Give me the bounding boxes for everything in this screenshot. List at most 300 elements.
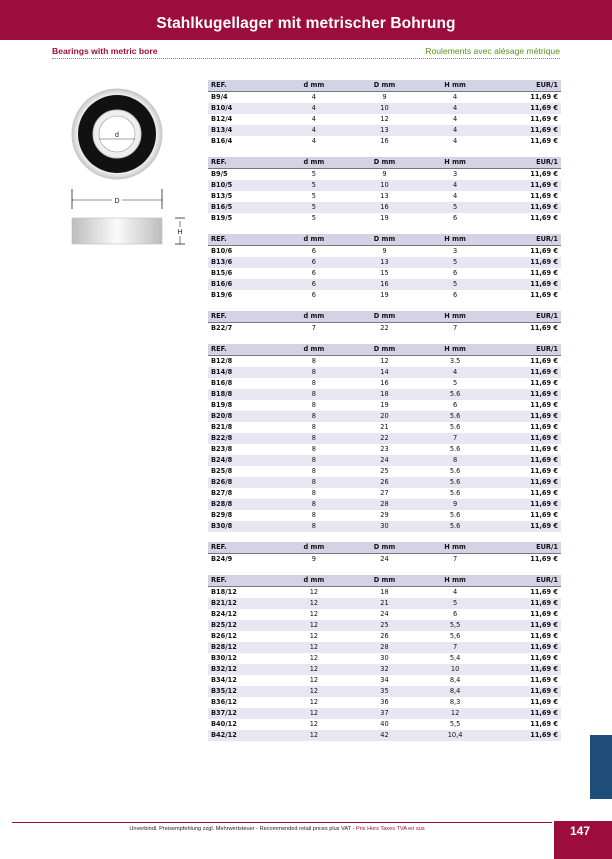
table-cell: 11,69 € — [490, 719, 561, 730]
table-cell: 8 — [279, 356, 350, 368]
table-row — [208, 378, 561, 389]
price-table — [208, 575, 561, 741]
table-cell: B30/12 — [208, 653, 279, 664]
table-cell: 7 — [420, 433, 491, 444]
column-header: H mm — [420, 344, 491, 356]
table-row — [208, 664, 561, 675]
column-header: D mm — [349, 344, 420, 356]
column-header: d mm — [279, 311, 350, 323]
table-header-row — [208, 542, 561, 554]
table-cell: B20/8 — [208, 411, 279, 422]
column-header: d mm — [279, 80, 350, 92]
column-header: REF. — [208, 157, 279, 169]
table-cell: 29 — [349, 510, 420, 521]
table-row — [208, 598, 561, 609]
table-cell: 11,69 € — [490, 444, 561, 455]
table-cell: 11,69 € — [490, 246, 561, 258]
table-cell: 13 — [349, 125, 420, 136]
table-cell: 5.6 — [420, 488, 491, 499]
column-header: EUR/1 — [490, 157, 561, 169]
table-cell: B29/8 — [208, 510, 279, 521]
table-cell: 4 — [279, 136, 350, 147]
table-cell: 6 — [279, 268, 350, 279]
table-cell: 6 — [279, 257, 350, 268]
table-cell: B25/12 — [208, 620, 279, 631]
table-cell: 11,69 € — [490, 279, 561, 290]
table-cell: 11,69 € — [490, 191, 561, 202]
table-header-row — [208, 575, 561, 587]
table-row — [208, 455, 561, 466]
table-cell: 6 — [420, 213, 491, 224]
table-cell: 11,69 € — [490, 367, 561, 378]
column-header: d mm — [279, 542, 350, 554]
table-row — [208, 411, 561, 422]
table-row — [208, 444, 561, 455]
table-cell: 12 — [420, 708, 491, 719]
table-cell: 11,69 € — [490, 290, 561, 301]
table-cell: 11,69 € — [490, 202, 561, 213]
table-row — [208, 279, 561, 290]
table-header-row — [208, 234, 561, 246]
column-header: H mm — [420, 234, 491, 246]
table-cell: B9/4 — [208, 92, 279, 104]
table-row — [208, 400, 561, 411]
table-cell: B28/12 — [208, 642, 279, 653]
column-header: d mm — [279, 575, 350, 587]
table-cell: 8 — [279, 488, 350, 499]
column-header: H mm — [420, 575, 491, 587]
table-cell: 5.6 — [420, 477, 491, 488]
column-header: EUR/1 — [490, 542, 561, 554]
table-cell: 11,69 € — [490, 389, 561, 400]
table-cell: 40 — [349, 719, 420, 730]
table-cell: B19/8 — [208, 400, 279, 411]
table-row — [208, 180, 561, 191]
table-cell: 11,69 € — [490, 433, 561, 444]
column-header: D mm — [349, 157, 420, 169]
table-cell: 11,69 € — [490, 400, 561, 411]
table-cell: 11,69 € — [490, 323, 561, 335]
table-cell: 11,69 € — [490, 642, 561, 653]
table-cell: 4 — [420, 92, 491, 104]
table-row — [208, 719, 561, 730]
table-cell: 25 — [349, 620, 420, 631]
table-cell: 11,69 € — [490, 587, 561, 599]
table-cell: 14 — [349, 367, 420, 378]
table-cell: 9 — [349, 246, 420, 258]
column-header: D mm — [349, 311, 420, 323]
table-cell: 4 — [420, 367, 491, 378]
table-cell: B15/6 — [208, 268, 279, 279]
table-cell: B27/8 — [208, 488, 279, 499]
table-row — [208, 433, 561, 444]
table-cell: 4 — [420, 114, 491, 125]
price-table — [208, 344, 561, 532]
table-cell: B12/8 — [208, 356, 279, 368]
table-row — [208, 521, 561, 532]
table-cell: 5 — [279, 169, 350, 181]
table-cell: 5.6 — [420, 466, 491, 477]
column-header: REF. — [208, 542, 279, 554]
table-cell: 10,4 — [420, 730, 491, 741]
table-cell: 12 — [279, 631, 350, 642]
table-cell: 5.6 — [420, 510, 491, 521]
table-cell: 6 — [420, 290, 491, 301]
column-header: REF. — [208, 575, 279, 587]
table-cell: 12 — [279, 587, 350, 599]
table-row — [208, 642, 561, 653]
footer-note — [14, 826, 540, 832]
table-cell: 8 — [279, 455, 350, 466]
table-cell: 11,69 € — [490, 180, 561, 191]
table-cell: 3 — [420, 169, 491, 181]
column-header: H mm — [420, 542, 491, 554]
column-header: REF. — [208, 344, 279, 356]
table-cell: 11,69 € — [490, 268, 561, 279]
column-header: d mm — [279, 344, 350, 356]
table-cell: B10/5 — [208, 180, 279, 191]
table-cell: B16/8 — [208, 378, 279, 389]
table-cell: 11,69 € — [490, 114, 561, 125]
table-cell: 12 — [279, 653, 350, 664]
table-cell: 27 — [349, 488, 420, 499]
table-cell: 11,69 € — [490, 169, 561, 181]
table-cell: 16 — [349, 279, 420, 290]
table-cell: B22/8 — [208, 433, 279, 444]
table-cell: B24/12 — [208, 609, 279, 620]
table-cell: 9 — [349, 92, 420, 104]
table-cell: 8 — [279, 389, 350, 400]
table-cell: 4 — [420, 191, 491, 202]
table-cell: 8 — [279, 400, 350, 411]
table-cell: B18/12 — [208, 587, 279, 599]
table-cell: B10/4 — [208, 103, 279, 114]
table-cell: 11,69 € — [490, 675, 561, 686]
table-cell: 11,69 € — [490, 554, 561, 566]
table-cell: 6 — [279, 246, 350, 258]
table-cell: 11,69 € — [490, 422, 561, 433]
table-cell: B16/6 — [208, 279, 279, 290]
table-cell: 12 — [279, 730, 350, 741]
table-cell: 4 — [279, 103, 350, 114]
table-cell: 4 — [420, 136, 491, 147]
table-cell: B12/4 — [208, 114, 279, 125]
table-cell: 5 — [420, 202, 491, 213]
table-cell: 12 — [279, 598, 350, 609]
table-cell: 9 — [349, 169, 420, 181]
table-cell: B21/8 — [208, 422, 279, 433]
table-cell: 8,4 — [420, 675, 491, 686]
table-cell: 5 — [420, 378, 491, 389]
table-row — [208, 488, 561, 499]
table-row — [208, 268, 561, 279]
table-cell: B19/5 — [208, 213, 279, 224]
table-cell: 28 — [349, 499, 420, 510]
table-cell: B9/5 — [208, 169, 279, 181]
table-row — [208, 631, 561, 642]
table-row — [208, 499, 561, 510]
table-cell: 11,69 € — [490, 378, 561, 389]
table-cell: 37 — [349, 708, 420, 719]
table-cell: 11,69 € — [490, 686, 561, 697]
table-row — [208, 202, 561, 213]
column-header: d mm — [279, 234, 350, 246]
table-cell: 24 — [349, 554, 420, 566]
table-cell: 35 — [349, 686, 420, 697]
table-cell: 6 — [279, 279, 350, 290]
table-cell: B16/4 — [208, 136, 279, 147]
table-cell: 7 — [279, 323, 350, 335]
subtitle-french: Roulements avec alésage métrique — [425, 46, 560, 56]
price-table — [208, 234, 561, 301]
table-cell: 12 — [279, 642, 350, 653]
table-cell: 5,5 — [420, 620, 491, 631]
table-cell: 8 — [279, 510, 350, 521]
column-header: D mm — [349, 80, 420, 92]
table-header-row — [208, 311, 561, 323]
table-cell: 23 — [349, 444, 420, 455]
table-row — [208, 730, 561, 741]
table-cell: 32 — [349, 664, 420, 675]
footer-note-main: Unverbindl. Preisempfehlung zzgl. Mehrwertsteuer - Recommended retail prices plus VAT - — [129, 826, 356, 832]
table-cell: 11,69 € — [490, 598, 561, 609]
footer-note-french: Prix Hors Taxes TVA en sus — [355, 826, 425, 832]
table-cell: 42 — [349, 730, 420, 741]
table-cell: B14/8 — [208, 367, 279, 378]
table-cell: 18 — [349, 587, 420, 599]
table-cell: B36/12 — [208, 697, 279, 708]
table-cell: 4 — [420, 103, 491, 114]
column-header: REF. — [208, 80, 279, 92]
column-header: D mm — [349, 234, 420, 246]
table-cell: 5 — [420, 279, 491, 290]
table-cell: 8,3 — [420, 697, 491, 708]
table-cell: 24 — [349, 455, 420, 466]
column-header: D mm — [349, 575, 420, 587]
table-cell: 11,69 € — [490, 653, 561, 664]
column-header: d mm — [279, 157, 350, 169]
table-cell: 5 — [279, 191, 350, 202]
table-cell: B34/12 — [208, 675, 279, 686]
table-cell: 6 — [279, 290, 350, 301]
table-cell: 11,69 € — [490, 92, 561, 104]
table-cell: 12 — [349, 114, 420, 125]
table-cell: 30 — [349, 653, 420, 664]
table-cell: 12 — [279, 675, 350, 686]
table-header-row — [208, 344, 561, 356]
table-cell: 25 — [349, 466, 420, 477]
table-cell: B25/8 — [208, 466, 279, 477]
table-cell: 11,69 € — [490, 356, 561, 368]
table-row — [208, 356, 561, 368]
table-cell: 21 — [349, 598, 420, 609]
table-cell: 36 — [349, 697, 420, 708]
table-cell: 11,69 € — [490, 125, 561, 136]
table-cell: 11,69 € — [490, 631, 561, 642]
table-cell: 19 — [349, 400, 420, 411]
column-header: EUR/1 — [490, 234, 561, 246]
table-row — [208, 466, 561, 477]
table-row — [208, 191, 561, 202]
table-cell: 26 — [349, 631, 420, 642]
table-cell: 16 — [349, 202, 420, 213]
table-cell: 11,69 € — [490, 499, 561, 510]
bearing-drawing — [60, 85, 200, 265]
table-cell: B35/12 — [208, 686, 279, 697]
bearing-side-view — [72, 218, 162, 244]
table-cell: 5.6 — [420, 422, 491, 433]
table-row — [208, 92, 561, 104]
table-row — [208, 136, 561, 147]
table-cell: 16 — [349, 378, 420, 389]
table-cell: 26 — [349, 477, 420, 488]
table-cell: B37/12 — [208, 708, 279, 719]
table-cell: 10 — [420, 664, 491, 675]
table-row — [208, 323, 561, 335]
table-cell: 22 — [349, 323, 420, 335]
price-table — [208, 80, 561, 147]
table-row — [208, 587, 561, 599]
table-cell: B18/8 — [208, 389, 279, 400]
table-row — [208, 510, 561, 521]
table-cell: 9 — [420, 499, 491, 510]
table-cell: 12 — [349, 356, 420, 368]
table-row — [208, 246, 561, 258]
table-cell: 16 — [349, 136, 420, 147]
table-cell: 11,69 € — [490, 213, 561, 224]
table-cell: B40/12 — [208, 719, 279, 730]
table-cell: 5 — [420, 598, 491, 609]
footer-divider — [12, 822, 552, 823]
table-cell: 5,4 — [420, 653, 491, 664]
table-row — [208, 103, 561, 114]
table-cell: 8 — [279, 521, 350, 532]
table-cell: 18 — [349, 389, 420, 400]
table-cell: B13/6 — [208, 257, 279, 268]
table-row — [208, 169, 561, 181]
table-cell: 11,69 € — [490, 510, 561, 521]
column-header: H mm — [420, 311, 491, 323]
table-cell: 5 — [279, 202, 350, 213]
table-row — [208, 257, 561, 268]
table-cell: 5,5 — [420, 719, 491, 730]
column-header: D mm — [349, 542, 420, 554]
table-cell: 6 — [420, 400, 491, 411]
table-cell: 12 — [279, 686, 350, 697]
table-cell: 11,69 € — [490, 521, 561, 532]
table-cell: 4 — [279, 114, 350, 125]
table-cell: 8 — [279, 444, 350, 455]
table-cell: 5,6 — [420, 631, 491, 642]
table-cell: 4 — [420, 125, 491, 136]
table-cell: B13/5 — [208, 191, 279, 202]
table-cell: 5 — [279, 213, 350, 224]
price-table — [208, 157, 561, 224]
table-cell: 9 — [279, 554, 350, 566]
table-cell: 11,69 € — [490, 477, 561, 488]
table-cell: B24/9 — [208, 554, 279, 566]
table-cell: 10 — [349, 180, 420, 191]
page-number: 147 — [569, 824, 591, 838]
table-cell: 7 — [420, 323, 491, 335]
table-cell: 3 — [420, 246, 491, 258]
side-tab — [590, 735, 612, 799]
table-cell: 5 — [420, 257, 491, 268]
table-row — [208, 477, 561, 488]
table-cell: 7 — [420, 642, 491, 653]
table-cell: 5 — [279, 180, 350, 191]
price-tables — [208, 80, 561, 751]
table-cell: 8 — [279, 422, 350, 433]
column-header: EUR/1 — [490, 575, 561, 587]
table-cell: B10/6 — [208, 246, 279, 258]
table-cell: 6 — [420, 609, 491, 620]
column-header: REF. — [208, 311, 279, 323]
table-cell: 8 — [279, 433, 350, 444]
table-cell: 5.6 — [420, 521, 491, 532]
table-cell: 11,69 € — [490, 730, 561, 741]
table-row — [208, 675, 561, 686]
table-cell: 8 — [279, 466, 350, 477]
column-header: EUR/1 — [490, 344, 561, 356]
table-cell: 28 — [349, 642, 420, 653]
table-cell: 8 — [279, 378, 350, 389]
table-cell: 11,69 € — [490, 697, 561, 708]
table-cell: 11,69 € — [490, 708, 561, 719]
column-header: H mm — [420, 157, 491, 169]
table-cell: B30/8 — [208, 521, 279, 532]
table-row — [208, 686, 561, 697]
table-cell: B26/12 — [208, 631, 279, 642]
d-label: d — [115, 132, 119, 139]
table-cell: 34 — [349, 675, 420, 686]
table-cell: 8,4 — [420, 686, 491, 697]
subtitle-divider — [52, 58, 560, 59]
table-cell: 22 — [349, 433, 420, 444]
table-cell: 11,69 € — [490, 466, 561, 477]
table-cell: 13 — [349, 191, 420, 202]
table-cell: 5.6 — [420, 389, 491, 400]
table-cell: 19 — [349, 213, 420, 224]
table-cell: 8 — [420, 455, 491, 466]
table-cell: 12 — [279, 609, 350, 620]
column-header: EUR/1 — [490, 80, 561, 92]
table-row — [208, 653, 561, 664]
table-row — [208, 125, 561, 136]
table-cell: 4 — [279, 125, 350, 136]
table-row — [208, 609, 561, 620]
page-title: Stahlkugellager mit metrischer Bohrung — [156, 15, 456, 32]
table-cell: 4 — [420, 587, 491, 599]
table-cell: 6 — [420, 268, 491, 279]
table-cell: 7 — [420, 554, 491, 566]
table-row — [208, 697, 561, 708]
table-cell: 11,69 € — [490, 664, 561, 675]
table-cell: 4 — [279, 92, 350, 104]
bearing-diagram — [60, 85, 200, 265]
table-cell: 8 — [279, 499, 350, 510]
table-cell: 4 — [420, 180, 491, 191]
table-cell: 20 — [349, 411, 420, 422]
table-cell: B19/6 — [208, 290, 279, 301]
table-cell: 11,69 € — [490, 620, 561, 631]
table-cell: 11,69 € — [490, 103, 561, 114]
table-cell: 19 — [349, 290, 420, 301]
table-cell: B28/8 — [208, 499, 279, 510]
table-cell: 11,69 € — [490, 136, 561, 147]
table-cell: 21 — [349, 422, 420, 433]
table-row — [208, 389, 561, 400]
